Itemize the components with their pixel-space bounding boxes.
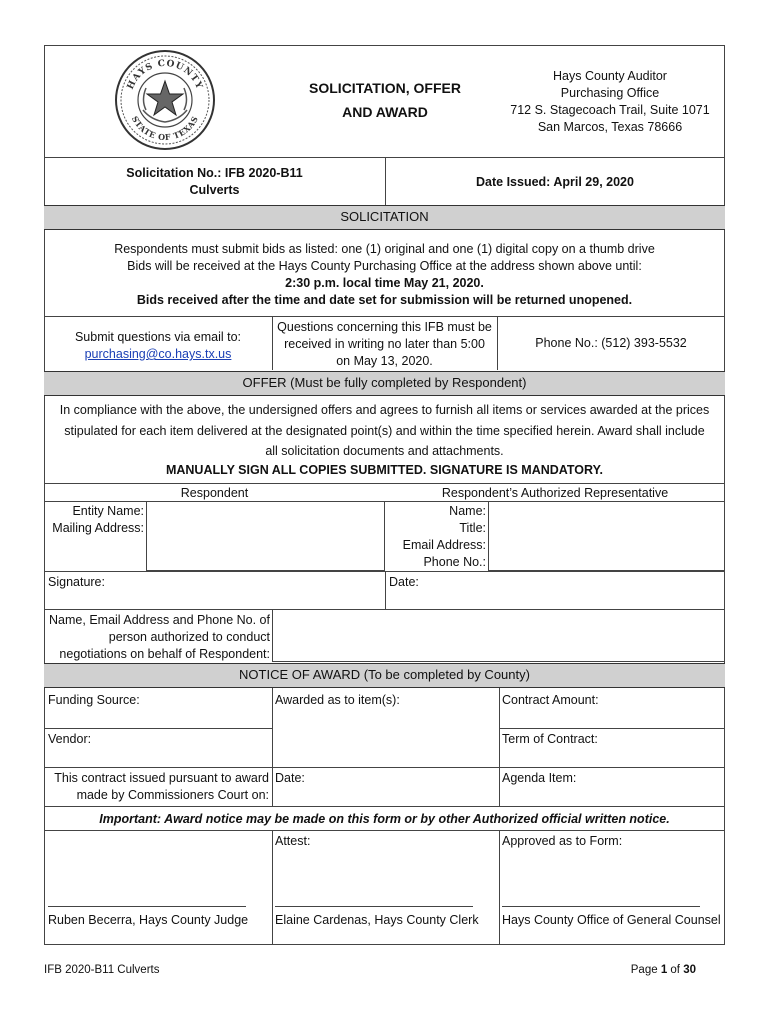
offer-terms [44, 400, 725, 478]
agenda-item-field[interactable]: Agenda Item: [502, 771, 577, 785]
office-line1: Hays County Auditor [553, 69, 667, 83]
seal-text-top: HAYS COUNTY [125, 58, 205, 92]
divider [499, 728, 725, 729]
pursuant-label [44, 770, 269, 804]
page-indicator [425, 962, 696, 979]
solicitation-instructions [44, 241, 725, 309]
form-title [270, 76, 500, 124]
questions-deadline [272, 319, 497, 370]
solicitation-line2: Bids will be received at the Hays County Purchasing Office at the address shown above until: [127, 259, 642, 273]
negotiator-label [44, 612, 270, 663]
offer-date-field[interactable]: Date: [389, 575, 419, 589]
negotiator-line2: person authorized to conduct [108, 630, 270, 644]
office-line4: San Marcos, Texas 78666 [537, 120, 683, 134]
deadline-line2: received in writing no later than 5:00 [284, 337, 485, 351]
rep-name-label: Name: [449, 504, 486, 518]
date-issued: Date Issued: April 29, 2020 [476, 175, 634, 189]
rep-email-label: Email Address: [402, 538, 486, 552]
phone-number: Phone No.: (512) 393-5532 [535, 336, 687, 350]
form-title-line2: AND AWARD [342, 104, 428, 120]
solicitation-deadline: 2:30 p.m. local time May 21, 2020. [285, 276, 484, 290]
entity-labels [44, 503, 144, 537]
divider [499, 830, 500, 945]
office-line2: Purchasing Office [560, 86, 660, 100]
award-date-field[interactable]: Date: [275, 771, 305, 785]
funding-source-field[interactable]: Funding Source: [48, 693, 140, 707]
judge-name: Ruben Becerra, Hays County Judge [48, 913, 249, 927]
questions-email-link[interactable]: purchasing@co.hays.tx.us [84, 347, 232, 361]
negotiator-line3: negotiations on behalf of Respondent: [59, 647, 270, 661]
page-total: 30 [683, 964, 696, 976]
form-title-line1: SOLICITATION, OFFER [309, 80, 461, 96]
page-of: of [667, 964, 684, 976]
divider [44, 830, 725, 831]
offer-sign-notice: MANUALLY SIGN ALL COPIES SUBMITTED. SIGNATURE IS MANDATORY. [165, 462, 604, 477]
important-notice: Important: Award notice may be made on this form or by other Authorized official written notice. [99, 812, 670, 826]
solicitation-late-notice: Bids received after the time and date set for submission will be returned unopened. [136, 293, 633, 307]
attest-label: Attest: [275, 834, 311, 848]
signature-field[interactable]: Signature: [48, 575, 105, 589]
seal-text-bottom: STATE OF TEXAS [129, 114, 201, 143]
questions-label: Submit questions via email to: [74, 330, 242, 344]
divider [44, 806, 725, 807]
entity-name-label: Entity Name: [72, 504, 144, 518]
vendor-field[interactable]: Vendor: [48, 732, 92, 746]
rep-labels [385, 503, 486, 571]
rep-info-field[interactable] [488, 501, 725, 571]
entity-info-field[interactable] [146, 501, 385, 571]
offer-line1: In compliance with the above, the undersigned offers and agrees to furnish all items or services awarded at the prices [59, 403, 710, 417]
office-line3: 712 S. Stagecoach Trail, Suite 1071 [510, 103, 710, 117]
divider [44, 767, 725, 768]
solicitation-subject: Culverts [189, 183, 240, 197]
respondent-header: Respondent [180, 486, 249, 500]
judge-signature-line[interactable] [48, 906, 246, 907]
solicitation-number [44, 165, 385, 199]
clerk-name: Elaine Cardenas, Hays County Clerk [275, 913, 479, 927]
deadline-line1: Questions concerning this IFB must be [277, 320, 492, 334]
rep-title-label: Title: [459, 521, 486, 535]
awarded-items-field[interactable]: Awarded as to item(s): [275, 693, 400, 707]
office-address [495, 68, 725, 136]
pursuant-line1: This contract issued pursuant to award [54, 771, 269, 785]
star-icon [147, 81, 183, 115]
rep-phone-label: Phone No.: [423, 555, 486, 569]
clerk-signature-line[interactable] [275, 906, 473, 907]
divider [272, 830, 273, 945]
divider [272, 688, 273, 806]
counsel-signature-line[interactable] [502, 906, 700, 907]
negotiator-line1: Name, Email Address and Phone No. of [49, 613, 270, 627]
solicitation-line1: Respondents must submit bids as listed: one (1) original and one (1) digital copy on a thumb drive [114, 242, 655, 256]
divider [44, 728, 272, 729]
negotiator-field[interactable] [272, 609, 725, 662]
offer-line3: all solicitation documents and attachments. [265, 444, 504, 458]
award-heading: NOTICE OF AWARD (To be completed by County) [44, 663, 725, 688]
term-field[interactable]: Term of Contract: [502, 732, 598, 746]
pursuant-line2: made by Commissioners Court on: [76, 788, 269, 802]
page-number: 1 [660, 964, 668, 976]
solicitation-heading: SOLICITATION [44, 205, 725, 230]
offer-heading: OFFER (Must be fully completed by Respondent) [44, 371, 725, 396]
divider [499, 688, 500, 806]
deadline-line3: on May 13, 2020. [336, 354, 433, 368]
page-prefix: Page [630, 964, 661, 976]
solicitation-number-text: Solicitation No.: IFB 2020-B11 [126, 166, 303, 180]
county-seal [113, 48, 217, 152]
divider [385, 571, 386, 609]
divider [44, 316, 725, 317]
mailing-address-label: Mailing Address: [52, 521, 144, 535]
offer-line2: stipulated for each item delivered at the designated point(s) and within the time specified herein. Award shall include [64, 423, 705, 438]
footer-doc-id: IFB 2020-B11 Culverts [44, 964, 160, 976]
divider [44, 483, 725, 484]
questions-contact [44, 329, 272, 363]
contract-amount-field[interactable]: Contract Amount: [502, 693, 599, 707]
approved-label: Approved as to Form: [502, 834, 623, 848]
counsel-name: Hays County Office of General Counsel [502, 913, 721, 927]
rep-header: Respondent’s Authorized Representative [441, 486, 669, 500]
